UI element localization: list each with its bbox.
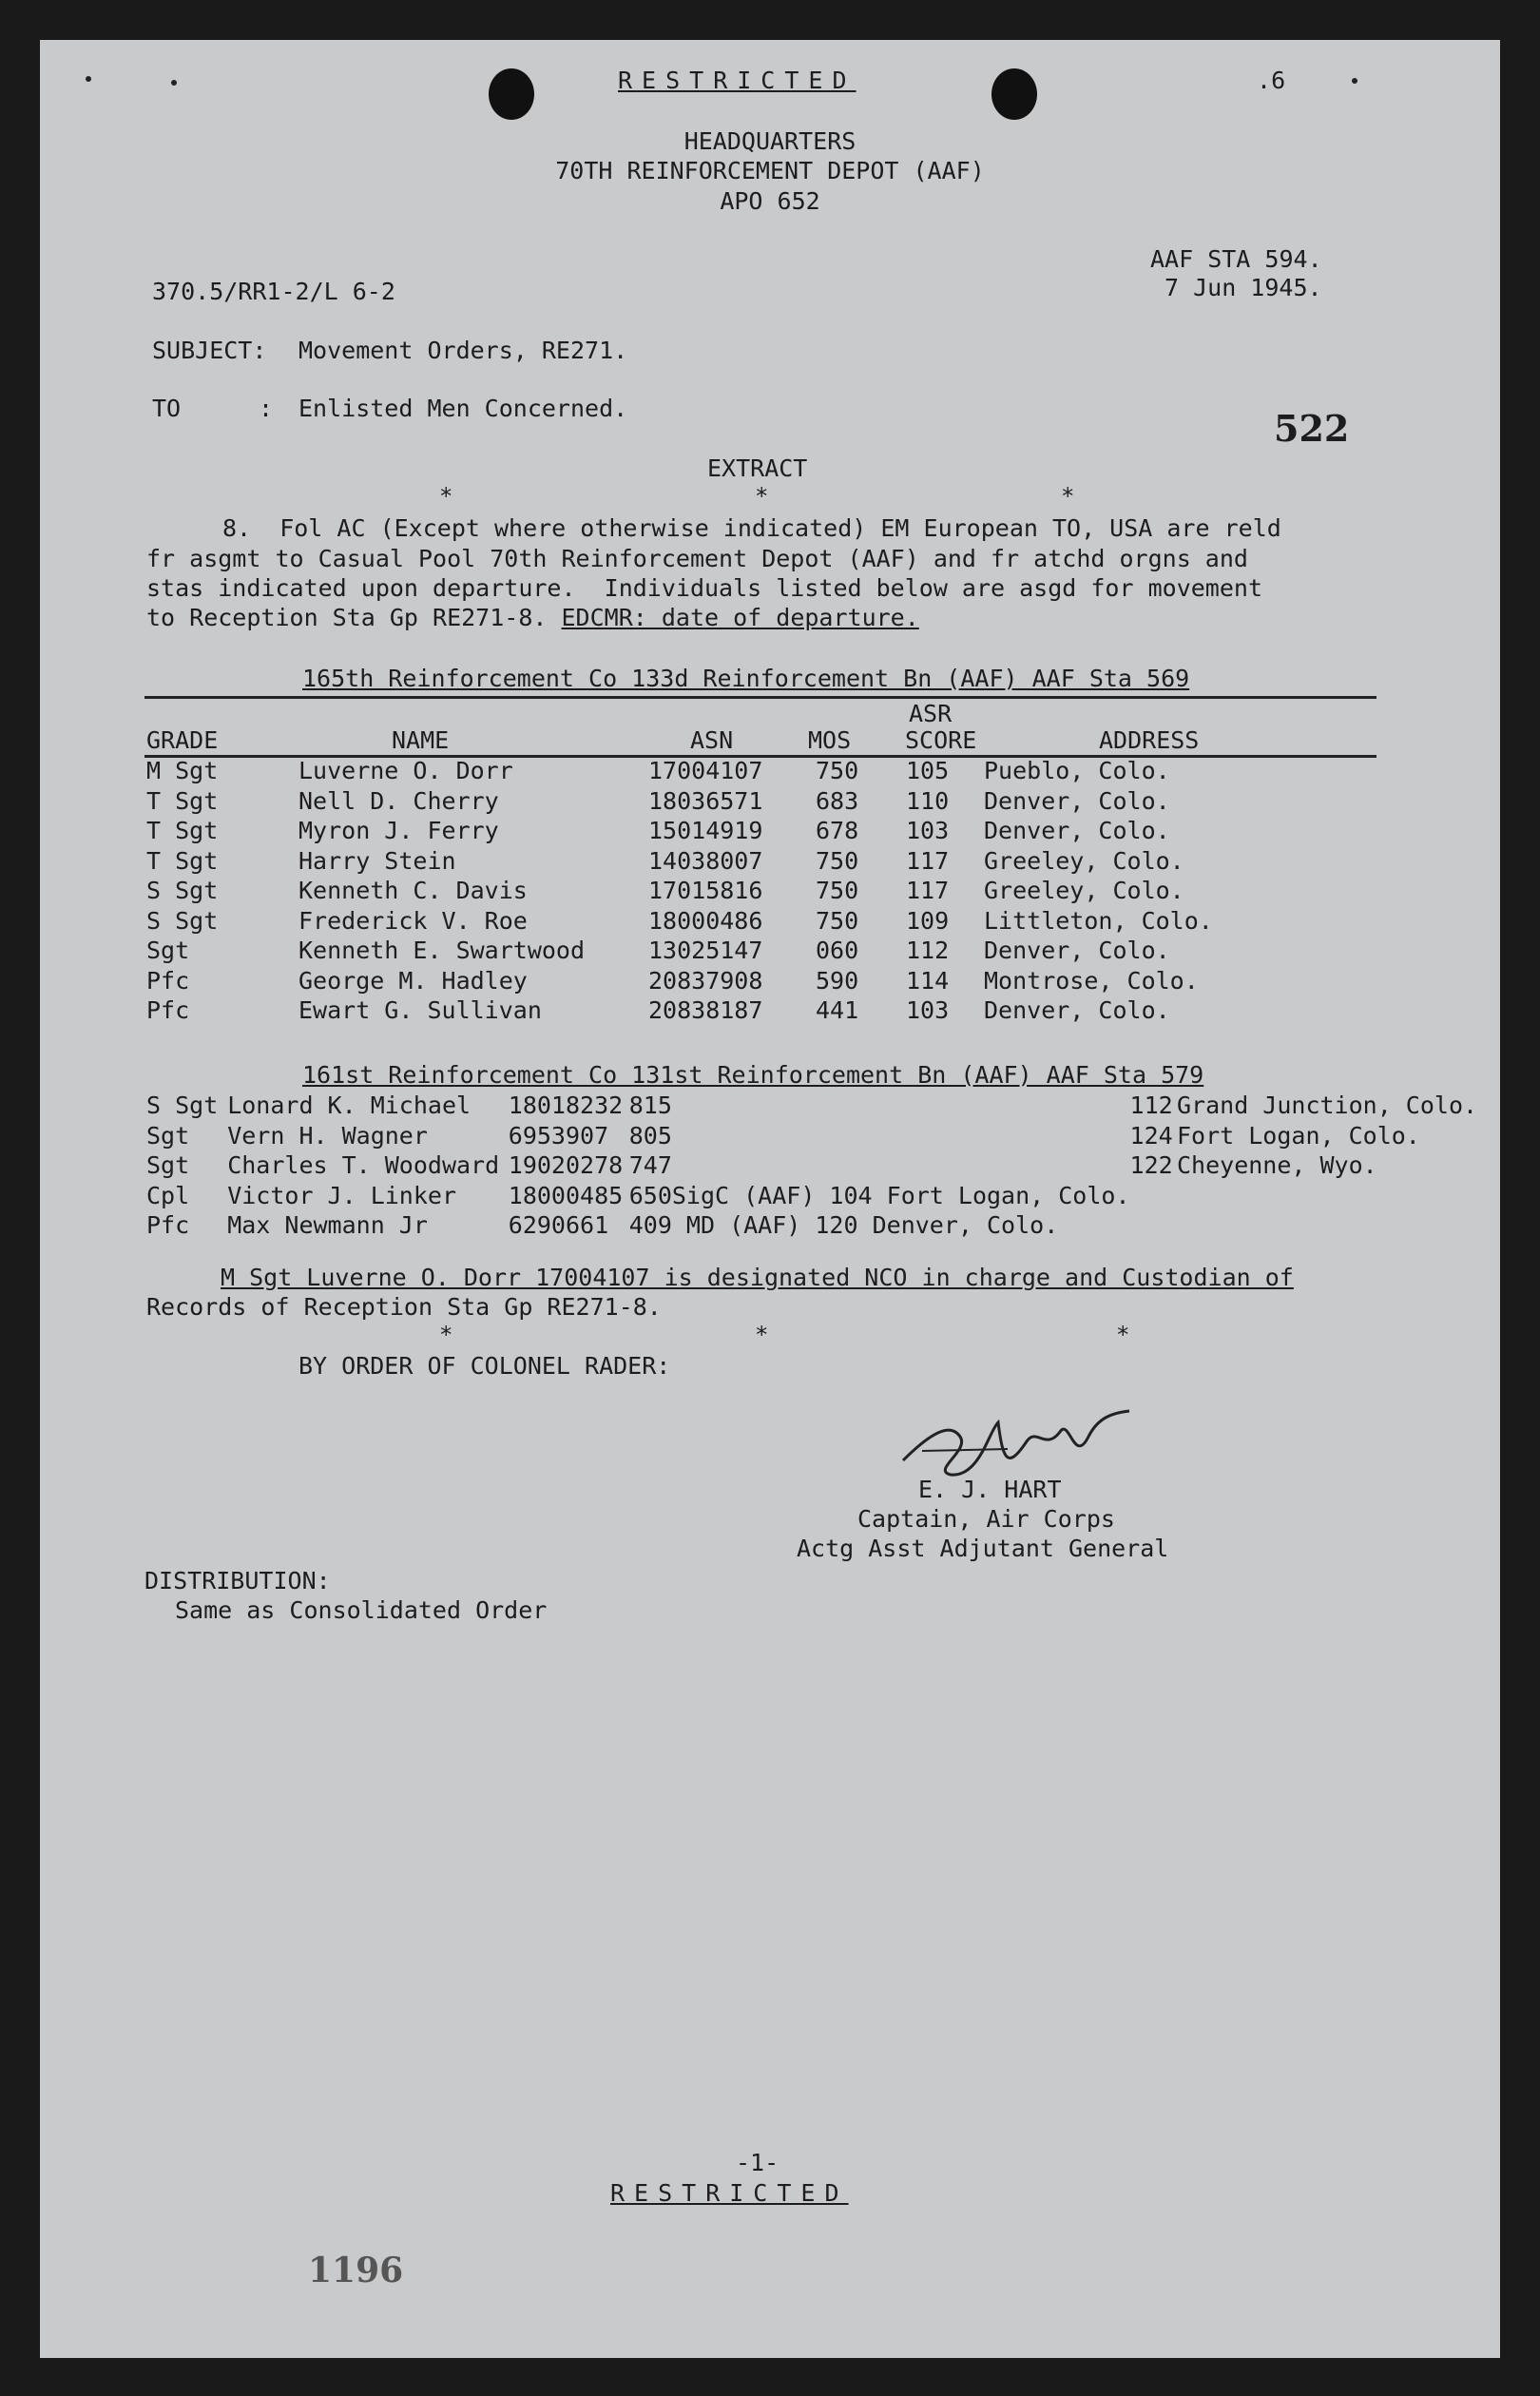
table-row — [146, 967, 1478, 997]
header-line-1: HEADQUARTERS — [683, 127, 857, 155]
asr-score-cell: 124 — [1129, 1121, 1173, 1150]
separator-star: * — [439, 1322, 453, 1348]
group-rule-1 — [144, 696, 1376, 699]
signature-title-2: Actg Asst Adjutant General — [797, 1535, 1169, 1562]
address-cell: Denver, Colo. — [984, 817, 1170, 844]
asn-cell: 18000486 — [648, 906, 763, 935]
grade-cell: Sgt — [146, 937, 190, 964]
margin-dot — [86, 76, 91, 82]
name-cell: Nell D. Cherry — [298, 786, 499, 815]
asn-cell: 15014919 — [648, 817, 763, 844]
grade-cell: S Sgt — [146, 906, 219, 935]
address-cell: Montrose, Colo. — [984, 966, 1199, 995]
grade-cell: Pfc — [146, 966, 190, 995]
margin-dot — [1352, 78, 1357, 84]
stamp-number: 522 — [1274, 407, 1350, 450]
handwritten-signature — [894, 1394, 1141, 1489]
name-cell: Lonard K. Michael — [227, 1092, 472, 1119]
grade-cell: T Sgt — [146, 817, 219, 844]
address-cell: Denver, Colo. — [984, 786, 1170, 815]
asn-cell: 6953907 — [508, 1121, 609, 1150]
table-row — [146, 1092, 1500, 1122]
grade-cell: Sgt — [146, 1121, 190, 1150]
signature-title-1: Captain, Air Corps — [857, 1505, 1115, 1533]
paragraph-line-1: 8. Fol AC (Except where otherwise indicated) EM European TO, USA are reld — [222, 514, 1281, 542]
name-cell: Charles T. Woodward — [227, 1151, 500, 1179]
name-cell: Harry Stein — [298, 846, 456, 875]
table-row — [146, 1151, 1500, 1182]
address-cell — [1177, 1182, 1500, 1212]
asn-cell: 14038007 — [648, 846, 763, 875]
header-line-3: APO 652 — [720, 187, 820, 215]
name-cell: Kenneth C. Davis — [298, 877, 528, 904]
table-row — [146, 937, 1478, 967]
asr-score-cell — [1130, 1182, 1177, 1212]
paragraph-line-3: stas indicated upon departure. Individuals listed below are asgd for movement — [146, 574, 1262, 602]
mos-cell: 060 — [816, 937, 859, 964]
document-page — [40, 40, 1500, 2358]
grade-cell: Cpl — [146, 1181, 190, 1209]
address-cell — [1177, 1211, 1500, 1242]
grade-cell: T Sgt — [146, 846, 219, 875]
nco-designation: M Sgt Luverne O. Dorr 17004107 is designated NCO in charge and Custodian of — [221, 1264, 1294, 1291]
mos-cell: 750 — [816, 906, 859, 935]
grade-header: GRADE — [146, 726, 219, 754]
name-cell: Kenneth E. Swartwood — [298, 937, 586, 964]
mos-cell: 683 — [816, 786, 859, 815]
address-cell: Denver, Colo. — [984, 937, 1170, 964]
mos-cell: 678 — [816, 817, 859, 844]
by-order: BY ORDER OF COLONEL RADER: — [298, 1352, 671, 1380]
asn-cell: 18036571 — [648, 786, 763, 815]
restricted-bottom: RESTRICTED — [610, 2179, 849, 2207]
asn-cell: 19020278 — [508, 1151, 624, 1179]
asn-cell: 13025147 — [648, 937, 763, 964]
separator-star: * — [755, 483, 769, 510]
score-header: SCORE — [905, 726, 977, 754]
page-marker-value: 6 — [1271, 67, 1286, 94]
group-title-2: 161st Reinforcement Co 131st Reinforcement Bn (AAF) AAF Sta 579 — [302, 1061, 1204, 1089]
mos-cell: 750 — [816, 846, 859, 875]
paragraph-line-4 — [146, 604, 919, 632]
mos-cell: 590 — [816, 966, 859, 995]
name-header: NAME — [392, 726, 450, 754]
restricted-top: RESTRICTED — [618, 67, 857, 94]
group-title-1: 165th Reinforcement Co 133d Reinforcement Bn (AAF) AAF Sta 569 — [302, 665, 1190, 692]
asr-score-cell: 112 — [1129, 1092, 1173, 1119]
edcmr-text: EDCMR: date of departure. — [561, 604, 919, 631]
mos-cell: 750 — [816, 757, 859, 784]
address-cell: Denver, Colo. — [984, 996, 1170, 1024]
roster-body-1 — [146, 757, 1478, 1027]
mos-cell: 409 MD (AAF) 120 Denver, Colo. — [628, 1211, 1059, 1239]
to-label: TO — [152, 395, 182, 422]
page-number: -1- — [736, 2149, 780, 2176]
subject-label: SUBJECT: — [152, 337, 267, 364]
separator-star: * — [1061, 483, 1075, 510]
address-cell: Cheyenne, Wyo. — [1176, 1151, 1377, 1179]
asr-score-cell: 103 — [906, 817, 950, 844]
asn-cell: 17015816 — [648, 877, 763, 904]
asr-score-cell: 103 — [906, 996, 950, 1024]
mos-cell: 805 — [628, 1121, 672, 1150]
table-row — [146, 996, 1478, 1027]
asr-score-cell: 114 — [906, 966, 950, 995]
asn-cell: 17004107 — [648, 757, 763, 784]
paragraph-line-2: fr asgmt to Casual Pool 70th Reinforcement Depot (AAF) and fr atchd orgns and — [146, 545, 1248, 572]
asr-score-cell: 110 — [906, 786, 950, 815]
nco-line-1 — [221, 1264, 1294, 1292]
asr-score-cell: 109 — [906, 906, 950, 935]
separator-star: * — [755, 1322, 769, 1348]
separator-star: * — [439, 483, 453, 510]
extract-label: EXTRACT — [707, 454, 808, 482]
to-value: Enlisted Men Concerned. — [298, 395, 628, 422]
name-cell: Luverne O. Dorr — [298, 757, 513, 784]
mos-header: MOS — [808, 726, 852, 754]
to-colon: : — [259, 395, 274, 422]
asn-header: ASN — [690, 726, 734, 754]
name-cell: George M. Hadley — [298, 966, 528, 995]
table-row — [146, 1122, 1500, 1152]
address-header: ADDRESS — [1099, 726, 1200, 754]
mos-cell: 650SigC (AAF) 104 Fort Logan, Colo. — [628, 1181, 1130, 1209]
address-cell: Fort Logan, Colo. — [1176, 1121, 1420, 1150]
address-cell: Littleton, Colo. — [984, 906, 1213, 935]
mos-cell: 441 — [816, 996, 859, 1024]
roster-body-2 — [146, 1092, 1500, 1242]
file-reference: 370.5/RR1-2/L 6-2 — [152, 278, 395, 305]
table-row — [146, 757, 1478, 787]
address-cell: Greeley, Colo. — [984, 877, 1184, 904]
signature-name: E. J. HART — [918, 1476, 1062, 1503]
distribution-value: Same as Consolidated Order — [175, 1596, 548, 1624]
roster-table-1 — [146, 757, 1478, 1027]
grade-cell: Sgt — [146, 1151, 190, 1179]
nco-line-2: Records of Reception Sta Gp RE271-8. — [146, 1293, 662, 1321]
asn-cell: 20837908 — [648, 966, 763, 995]
page-marker: .6 — [1257, 67, 1286, 94]
address-cell: Grand Junction, Colo. — [1176, 1092, 1478, 1119]
table-row — [146, 1182, 1500, 1212]
table-row — [146, 1211, 1500, 1242]
punch-hole-left — [489, 68, 534, 120]
name-cell: Vern H. Wagner — [227, 1121, 428, 1150]
address-cell: Greeley, Colo. — [984, 846, 1184, 875]
table-row — [146, 847, 1478, 878]
distribution-label: DISTRIBUTION: — [144, 1567, 331, 1594]
grade-cell: M Sgt — [146, 757, 219, 784]
header-line-2: 70TH REINFORCEMENT DEPOT (AAF) — [555, 157, 985, 184]
separator-star: * — [1116, 1322, 1130, 1348]
asn-cell: 18018232 — [508, 1092, 624, 1119]
frame-number: 1196 — [308, 2251, 404, 2290]
grade-cell: Pfc — [146, 996, 190, 1024]
date: 7 Jun 1945. — [1165, 274, 1322, 301]
margin-dot — [171, 80, 177, 86]
asr-score-cell: 112 — [906, 937, 950, 964]
table-row — [146, 877, 1478, 907]
table-row — [146, 817, 1478, 847]
table-row — [146, 787, 1478, 818]
grade-cell: Pfc — [146, 1211, 190, 1239]
asr-header: ASR — [909, 700, 953, 727]
asr-score-cell — [1130, 1211, 1177, 1242]
subject-value: Movement Orders, RE271. — [298, 337, 628, 364]
roster-table-2 — [146, 1092, 1500, 1242]
asn-cell: 18000485 — [508, 1181, 624, 1209]
punch-hole-right — [991, 68, 1037, 120]
grade-cell: S Sgt — [146, 1092, 219, 1119]
grade-cell: T Sgt — [146, 786, 219, 815]
station: AAF STA 594. — [1150, 245, 1322, 273]
asn-cell: 20838187 — [648, 996, 763, 1024]
grade-cell: S Sgt — [146, 877, 219, 904]
name-cell: Ewart G. Sullivan — [298, 996, 542, 1024]
asr-score-cell: 117 — [906, 877, 950, 904]
mos-cell: 747 — [628, 1151, 672, 1179]
name-cell: Max Newmann Jr — [227, 1211, 428, 1239]
asr-score-cell: 117 — [906, 846, 950, 875]
name-cell: Frederick V. Roe — [298, 906, 528, 935]
mos-cell: 815 — [628, 1092, 672, 1119]
name-cell: Myron J. Ferry — [298, 817, 499, 844]
asr-score-cell: 122 — [1129, 1151, 1173, 1179]
address-cell: Pueblo, Colo. — [984, 757, 1170, 784]
asn-cell: 6290661 — [508, 1211, 609, 1239]
mos-cell: 750 — [816, 877, 859, 904]
asr-score-cell: 105 — [906, 757, 950, 784]
paragraph-line-4-prefix: to Reception Sta Gp RE271-8. — [146, 604, 548, 631]
table-row — [146, 907, 1478, 937]
name-cell: Victor J. Linker — [227, 1181, 457, 1209]
